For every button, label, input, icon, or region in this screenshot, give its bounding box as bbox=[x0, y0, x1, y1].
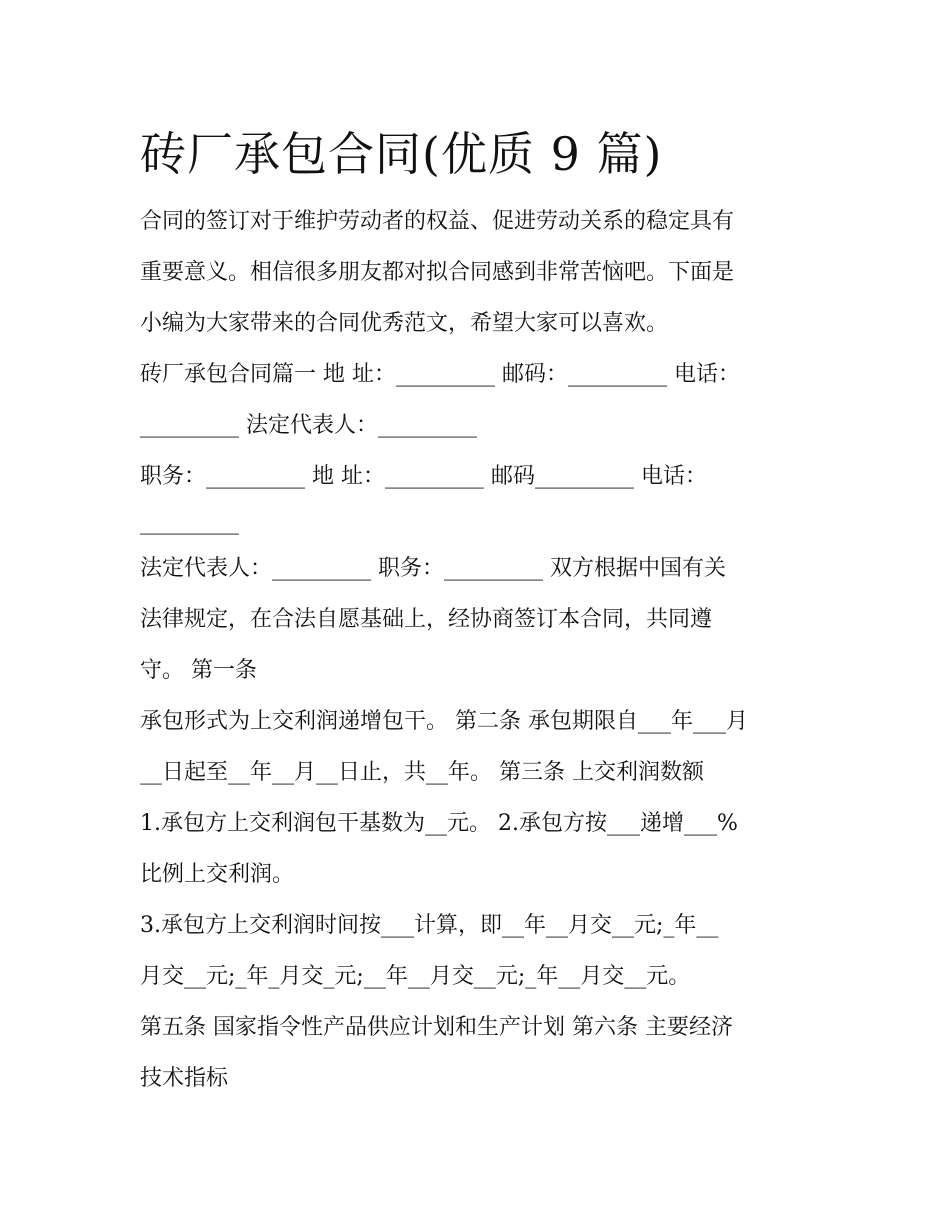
body-line: 3.承包方上交利润时间按___计算，即__年__月交__元;_年__ bbox=[140, 913, 719, 938]
body-line: 第五条 国家指令性产品供应计划和生产计划 第六条 主要经济 bbox=[140, 1015, 733, 1040]
body-line: 守。 第一条 bbox=[140, 658, 257, 683]
body-line: 砖厂承包合同篇一 地 址：_________ 邮码：_________ 电话： bbox=[140, 362, 740, 387]
body-line: 1.承包方上交利润包干基数为__元。 2.承包方按___递增___% bbox=[140, 811, 738, 836]
body-line: 合同的签订对于维护劳动者的权益、促进劳动关系的稳定具有 bbox=[140, 209, 735, 234]
body-line: 重要意义。相信很多朋友都对拟合同感到非常苦恼吧。下面是 bbox=[140, 260, 735, 285]
body-line: 比例上交利润。 bbox=[140, 862, 295, 887]
body-line: 职务：_________ 地 址：_________ 邮码_________ 电话： bbox=[140, 464, 707, 489]
body-line: 法定代表人：_________ 职务：_________ 双方根据中国有关 bbox=[140, 556, 726, 581]
body-line: 法律规定，在合法自愿基础上，经协商签订本合同，共同遵 bbox=[140, 607, 713, 632]
document-title: 砖厂承包合同(优质 9 篇) bbox=[140, 127, 663, 181]
body-line: 技术指标 bbox=[140, 1066, 229, 1091]
body-line: 月交__元;_年_月交_元;__年__月交__元;_年__月交__元。 bbox=[140, 964, 691, 989]
body-line: 承包形式为上交利润递增包干。 第二条 承包期限自___年___月 bbox=[140, 709, 748, 734]
body-line: __日起至__年__月__日止，共__年。 第三条 上交利润数额 bbox=[140, 760, 704, 785]
body-line: _________ bbox=[140, 510, 239, 535]
body-line: 小编为大家带来的合同优秀范文，希望大家可以喜欢。 bbox=[140, 311, 669, 336]
body-line: _________ 法定代表人：_________ bbox=[140, 413, 477, 438]
